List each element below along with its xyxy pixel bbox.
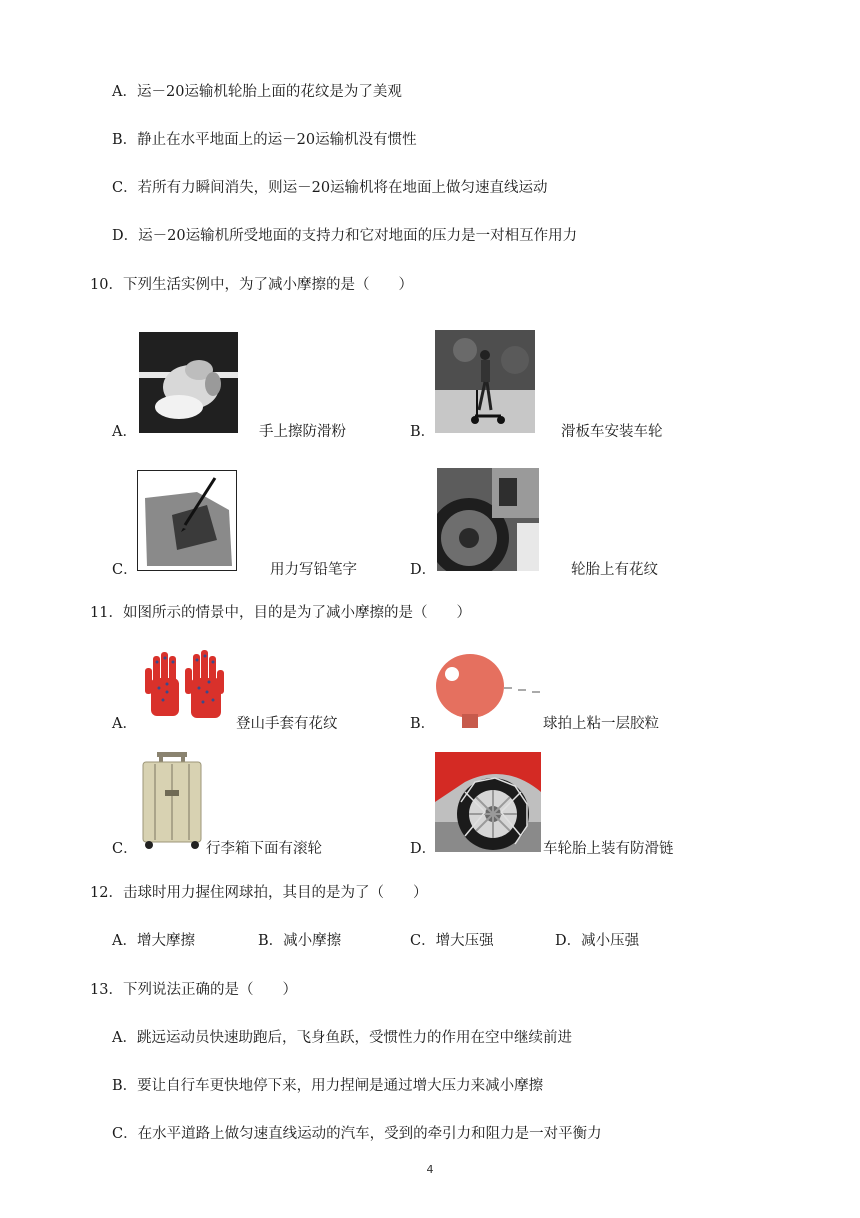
page-number: 4: [426, 1163, 434, 1176]
q10-b-letter: B．: [410, 424, 436, 440]
q11-a-image: [137, 648, 232, 726]
q9-option-c: C．若所有力瞬间消失，则运－20运输机将在地面上做匀速直线运动: [112, 180, 548, 196]
powder-hands-photo-icon: [139, 332, 238, 433]
pencil-writing-photo-icon: [137, 470, 237, 571]
q10-b-image: [435, 330, 535, 433]
q12-option-a: A．增大摩擦: [112, 933, 195, 949]
q11-c-letter: C．: [112, 841, 138, 857]
q11-d-caption: 车轮胎上装有防滑链: [543, 841, 674, 857]
tyre-tread-photo-icon: [437, 468, 539, 571]
q10-d-caption: 轮胎上有花纹: [571, 562, 658, 578]
q10-a-image: [139, 332, 238, 433]
q11-b-letter: B．: [410, 716, 436, 732]
q13-stem: 13．下列说法正确的是（ ）: [90, 982, 297, 998]
climbing-gloves-icon: [137, 648, 232, 726]
q10-b-caption: 滑板车安装车轮: [561, 424, 663, 440]
q11-b-image: [432, 650, 544, 728]
q12-option-c: C．增大压强: [410, 933, 494, 949]
q11-d-letter: D．: [410, 841, 437, 857]
q12-stem: 12．击球时用力握住网球拍，其目的是为了（ ）: [90, 885, 428, 901]
q13-option-b: B．要让自行车更快地停下来，用力捏闸是通过增大压力来减小摩擦: [112, 1078, 544, 1094]
q9-option-b: B．静止在水平地面上的运－20运输机没有惯性: [112, 132, 417, 148]
q11-c-image: [139, 750, 205, 850]
q13-option-a: A．跳远运动员快速助跑后，飞身鱼跃，受惯性力的作用在空中继续前进: [112, 1030, 572, 1046]
q12-option-d: D．减小压强: [555, 933, 640, 949]
q10-a-caption: 手上擦防滑粉: [259, 424, 346, 440]
q11-b-caption: 球拍上粘一层胶粒: [543, 716, 659, 732]
tyre-snow-chain-icon: [435, 752, 541, 852]
table-tennis-paddle-icon: [432, 650, 544, 728]
q12-option-b: B．减小摩擦: [258, 933, 342, 949]
q10-c-image: [137, 470, 237, 571]
q11-d-image: [435, 752, 541, 852]
q9-option-a: A．运－20运输机轮胎上面的花纹是为了美观: [112, 84, 402, 100]
q10-d-letter: D．: [410, 562, 437, 578]
q10-d-image: [437, 468, 539, 571]
q11-a-caption: 登山手套有花纹: [236, 716, 338, 732]
q11-c-caption: 行李箱下面有滚轮: [206, 841, 322, 857]
q11-a-letter: A．: [112, 716, 137, 732]
q9-option-d: D．运－20运输机所受地面的支持力和它对地面的压力是一对相互作用力: [112, 228, 578, 244]
q10-a-letter: A．: [112, 424, 137, 440]
q10-stem: 10．下列生活实例中，为了减小摩擦的是（ ）: [90, 277, 413, 293]
suitcase-with-wheels-icon: [139, 750, 205, 850]
q10-c-letter: C．: [112, 562, 138, 578]
q13-option-c: C．在水平道路上做匀速直线运动的汽车，受到的牵引力和阻力是一对平衡力: [112, 1126, 602, 1142]
scooter-photo-icon: [435, 330, 535, 433]
q11-stem: 11．如图所示的情景中，目的是为了减小摩擦的是（ ）: [90, 605, 471, 621]
q10-c-caption: 用力写铅笔字: [270, 562, 357, 578]
